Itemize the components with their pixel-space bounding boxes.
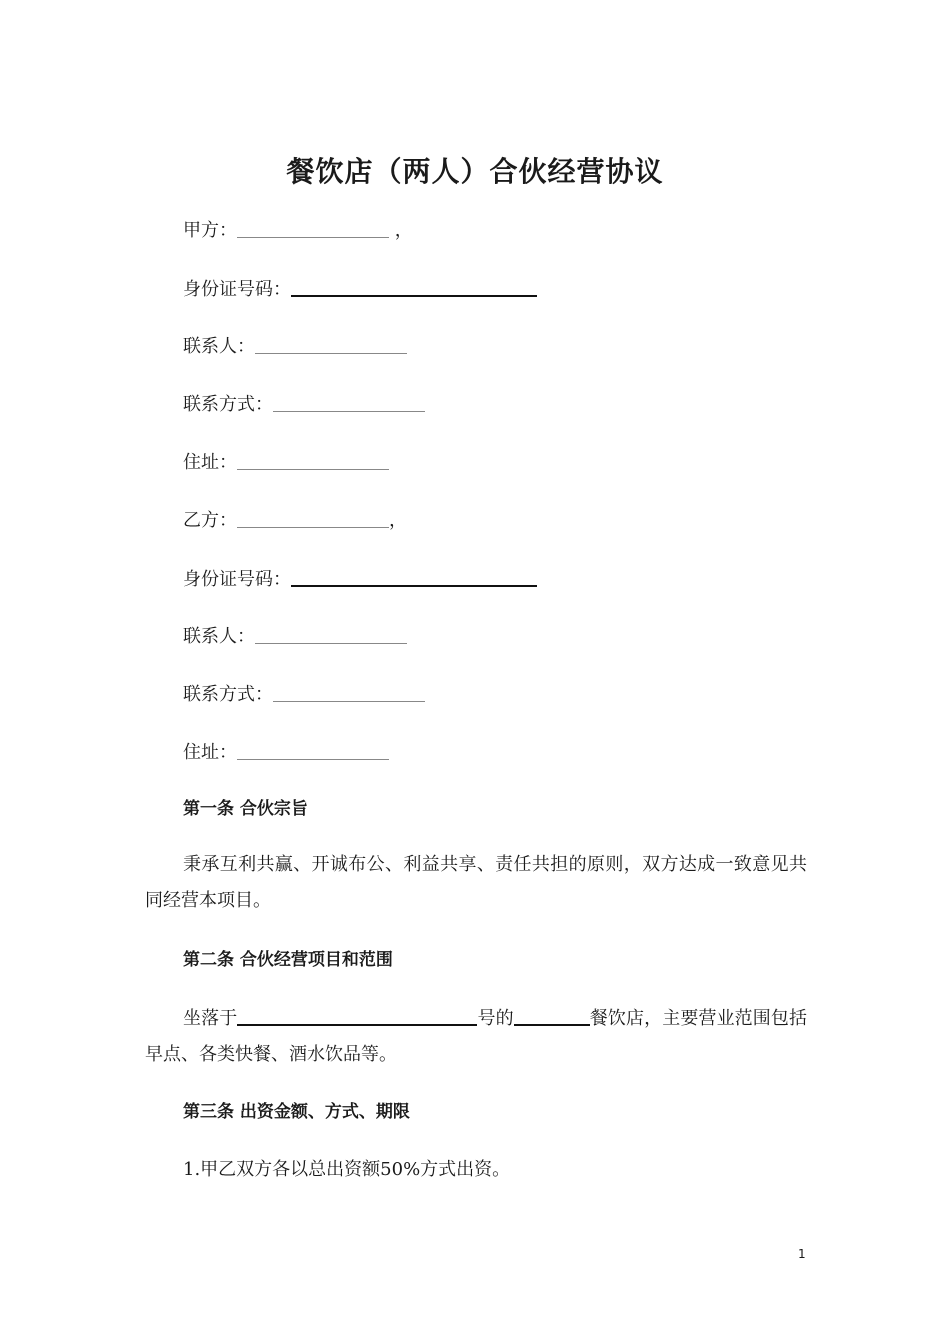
- document-title: 餐饮店（两人）合伙经营协议: [286, 155, 664, 188]
- party-a-address-blank: [237, 451, 389, 470]
- party-a-name-label: 甲方：: [183, 220, 237, 241]
- article-2-text: [145, 1001, 807, 1073]
- party-a-name-blank: [237, 219, 389, 238]
- party-b-phone-label: 联系方式：: [183, 684, 273, 705]
- party-b-phone-line: [183, 683, 425, 707]
- party-b-id-line: [183, 567, 537, 592]
- party-a-id-blank: [291, 277, 537, 297]
- article-3-item-1: 1.甲乙双方各以总出资额50%方式出资。: [183, 1159, 511, 1180]
- article-3-heading: 第三条 出资金额、方式、期限: [183, 1102, 410, 1122]
- party-b-name-line: [183, 509, 407, 533]
- article-2-text-part3: 餐饮店，主要营业范围包括早点、各类快餐、酒水饮品等。: [145, 1008, 808, 1065]
- party-a-contact-blank: [255, 335, 407, 354]
- article-2-shop-name-blank: [514, 1006, 590, 1026]
- party-b-contact-line: [183, 625, 407, 649]
- article-2-text-part1: 坐落于: [183, 1008, 238, 1029]
- party-a-address-line: [183, 451, 389, 475]
- party-a-contact-label: 联系人：: [183, 336, 255, 357]
- party-b-name-blank: [237, 509, 389, 528]
- article-2-heading: 第二条 合伙经营项目和范围: [183, 950, 393, 970]
- party-b-name-label: 乙方：: [183, 510, 237, 531]
- party-a-phone-label: 联系方式：: [183, 394, 273, 415]
- party-a-id-label: 身份证号码：: [183, 279, 291, 300]
- party-a-name-line: [183, 219, 413, 243]
- article-2-text-part2: 号的: [477, 1008, 514, 1029]
- party-b-id-blank: [291, 567, 537, 587]
- party-a-phone-line: [183, 393, 425, 417]
- party-a-address-label: 住址：: [183, 452, 237, 473]
- party-a-phone-blank: [273, 393, 425, 412]
- party-a-contact-line: [183, 335, 407, 359]
- page-number: 1: [798, 1247, 806, 1261]
- article-1-heading: 第一条 合伙宗旨: [183, 799, 308, 819]
- party-a-id-line: [183, 277, 537, 302]
- article-2-location-blank: [237, 1006, 477, 1026]
- party-b-phone-blank: [273, 683, 425, 702]
- party-a-name-suffix: ，: [389, 220, 413, 241]
- article-1-text: 秉承互利共赢、开诚布公、利益共享、责任共担的原则，双方达成一致意见共同经营本项目。: [145, 854, 807, 911]
- party-b-address-blank: [237, 741, 389, 760]
- party-b-id-label: 身份证号码：: [183, 569, 291, 590]
- party-b-address-label: 住址：: [183, 742, 237, 763]
- party-b-contact-label: 联系人：: [183, 626, 255, 647]
- party-b-address-line: [183, 741, 389, 765]
- party-b-name-suffix: ，: [389, 510, 407, 531]
- party-b-contact-blank: [255, 625, 407, 644]
